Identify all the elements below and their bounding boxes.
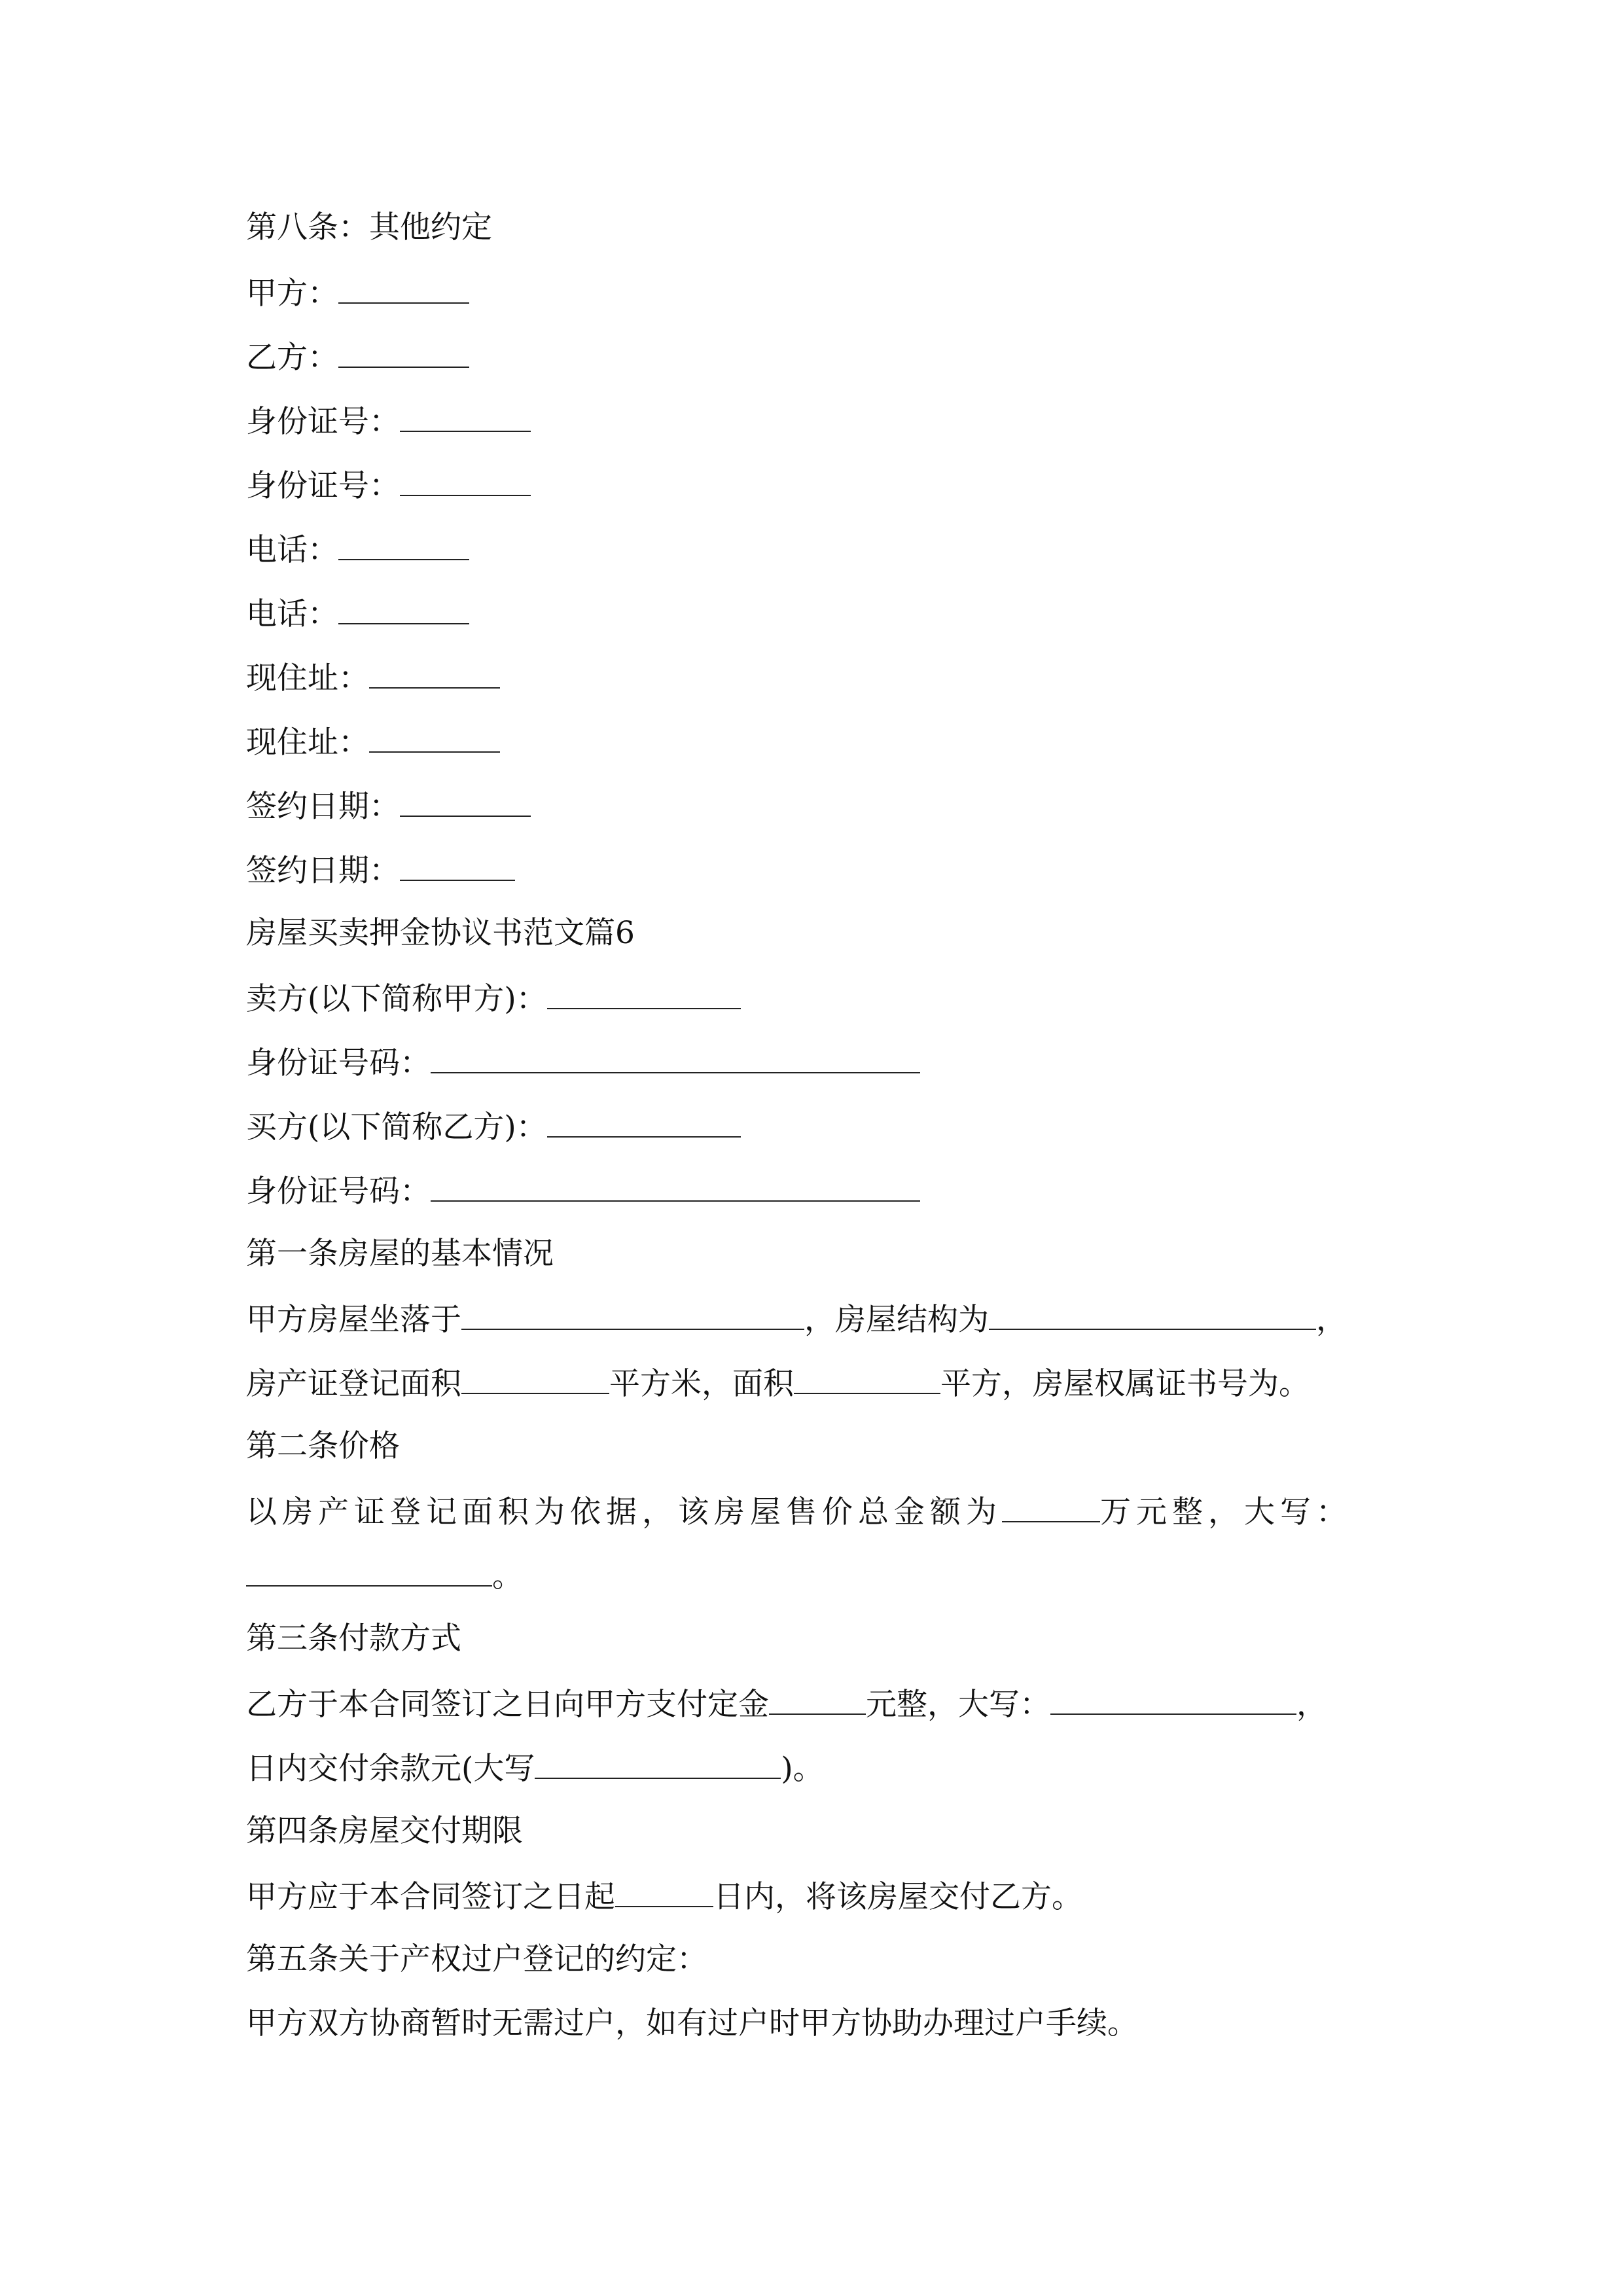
certificate-label: 平方，房屋权属证书号为。 [940, 1366, 1310, 1402]
delivery-line [246, 1876, 1082, 1917]
buyer-blank[interactable] [547, 1106, 741, 1138]
buyer-id-label: 身份证号码： [246, 1174, 431, 1210]
phone-line-b [246, 593, 469, 634]
address-blank-a[interactable] [369, 657, 500, 689]
section-title [246, 914, 635, 953]
deposit-label: 乙方于本合同签订之日向甲方支付定金 [246, 1687, 769, 1723]
clause-2-heading [246, 1427, 400, 1466]
id-number-line-b [246, 465, 531, 506]
party-b-blank[interactable] [338, 336, 469, 368]
sign-date-blank-b[interactable] [400, 850, 515, 881]
clause-4-heading [246, 1812, 523, 1851]
phone-blank-b[interactable] [338, 593, 469, 624]
location-label: 甲方房屋坐落于 [246, 1302, 461, 1338]
address-line-b [246, 721, 500, 762]
area-label: 房产证登记面积 [246, 1366, 461, 1402]
buyer-label: 买方(以下简称乙方)： [246, 1109, 547, 1145]
party-b-line [246, 336, 469, 378]
property-area-line [246, 1363, 1310, 1404]
area-blank[interactable] [794, 1363, 940, 1394]
party-b-label: 乙方： [246, 340, 338, 376]
phone-blank-a[interactable] [338, 529, 469, 560]
id-number-label-b: 身份证号： [246, 468, 400, 504]
clause-1-heading-text: 第一条房屋的基本情况 [246, 1236, 554, 1272]
deposit-uppercase-label: 元整，大写： [866, 1687, 1050, 1723]
clause-3-heading-text: 第三条付款方式 [246, 1621, 461, 1657]
address-label-a: 现住址： [246, 660, 369, 696]
party-a-blank[interactable] [338, 272, 469, 304]
clause-2-heading-text: 第二条价格 [246, 1428, 400, 1464]
sign-date-label-a: 签约日期： [246, 789, 400, 825]
area-unit-label: 平方米，面积 [609, 1366, 794, 1402]
transfer-text: 甲方双方协商暂时无需过户，如有过户时甲方协助办理过户手续。 [246, 2005, 1138, 2041]
party-a-label: 甲方： [246, 276, 338, 312]
phone-label-a: 电话： [246, 532, 338, 568]
section-title-text: 房屋买卖押金协议书范文篇6 [246, 915, 635, 951]
seller-id-line [246, 1042, 920, 1083]
structure-label: ，房屋结构为 [804, 1302, 989, 1338]
price-uppercase-label: 万元整，大写： [1100, 1494, 1352, 1530]
phone-label-b: 电话： [246, 596, 338, 632]
clause-4-heading-text: 第四条房屋交付期限 [246, 1813, 523, 1849]
delivery-label: 甲方应于本合同签订之日起 [246, 1879, 615, 1915]
delivery-tail-text: 日内，将该房屋交付乙方。 [713, 1879, 1082, 1915]
deposit-uppercase-blank[interactable] [1050, 1683, 1296, 1715]
price-blank[interactable] [1002, 1491, 1100, 1522]
balance-close-text: )。 [781, 1751, 824, 1787]
price-line [246, 1491, 1352, 1532]
seller-label: 卖方(以下简称甲方)： [246, 981, 547, 1017]
id-number-line-a [246, 401, 531, 442]
clause-8-heading-text: 第八条：其他约定 [246, 209, 492, 245]
seller-blank[interactable] [547, 978, 741, 1009]
balance-line [246, 1748, 824, 1789]
seller-id-blank[interactable] [431, 1042, 920, 1073]
clause-3-heading [246, 1619, 461, 1659]
deposit-line [246, 1683, 1327, 1725]
deposit-amount-blank[interactable] [769, 1683, 866, 1715]
buyer-id-blank[interactable] [431, 1170, 920, 1202]
sign-date-label-b: 签约日期： [246, 853, 400, 889]
comma-text: ， [1316, 1302, 1347, 1338]
balance-label: 日内交付余款元(大写 [246, 1751, 535, 1787]
structure-blank[interactable] [989, 1299, 1316, 1330]
address-line-a [246, 657, 500, 698]
clause-5-heading-text: 第五条关于产权过户登记的约定： [246, 1941, 707, 1977]
price-uppercase-line [246, 1555, 523, 1596]
address-label-b: 现住址： [246, 725, 369, 761]
id-number-blank-b[interactable] [400, 465, 531, 496]
clause-8-heading [246, 208, 492, 247]
sign-date-line-a [246, 785, 531, 827]
delivery-days-blank[interactable] [615, 1876, 713, 1907]
buyer-id-line [246, 1170, 920, 1211]
registered-area-blank[interactable] [461, 1363, 609, 1394]
id-number-blank-a[interactable] [400, 401, 531, 432]
price-label: 以房产证登记面积为依据，该房屋售价总金额为 [246, 1494, 1002, 1530]
clause-1-heading [246, 1234, 554, 1274]
transfer-line [246, 2004, 1138, 2043]
party-a-line [246, 272, 469, 314]
sign-date-blank-a[interactable] [400, 785, 531, 817]
property-location-line [246, 1299, 1347, 1340]
address-blank-b[interactable] [369, 721, 500, 753]
seller-id-label: 身份证号码： [246, 1045, 431, 1081]
price-uppercase-blank[interactable] [246, 1555, 492, 1587]
sign-date-line-b [246, 850, 515, 891]
id-number-label-a: 身份证号： [246, 404, 400, 440]
period-text: 。 [492, 1558, 523, 1594]
seller-line [246, 978, 741, 1019]
buyer-line [246, 1106, 741, 1147]
phone-line-a [246, 529, 469, 570]
comma-text-2: ， [1296, 1687, 1327, 1723]
balance-uppercase-blank[interactable] [535, 1748, 781, 1779]
clause-5-heading [246, 1940, 707, 1979]
location-blank[interactable] [461, 1299, 804, 1330]
